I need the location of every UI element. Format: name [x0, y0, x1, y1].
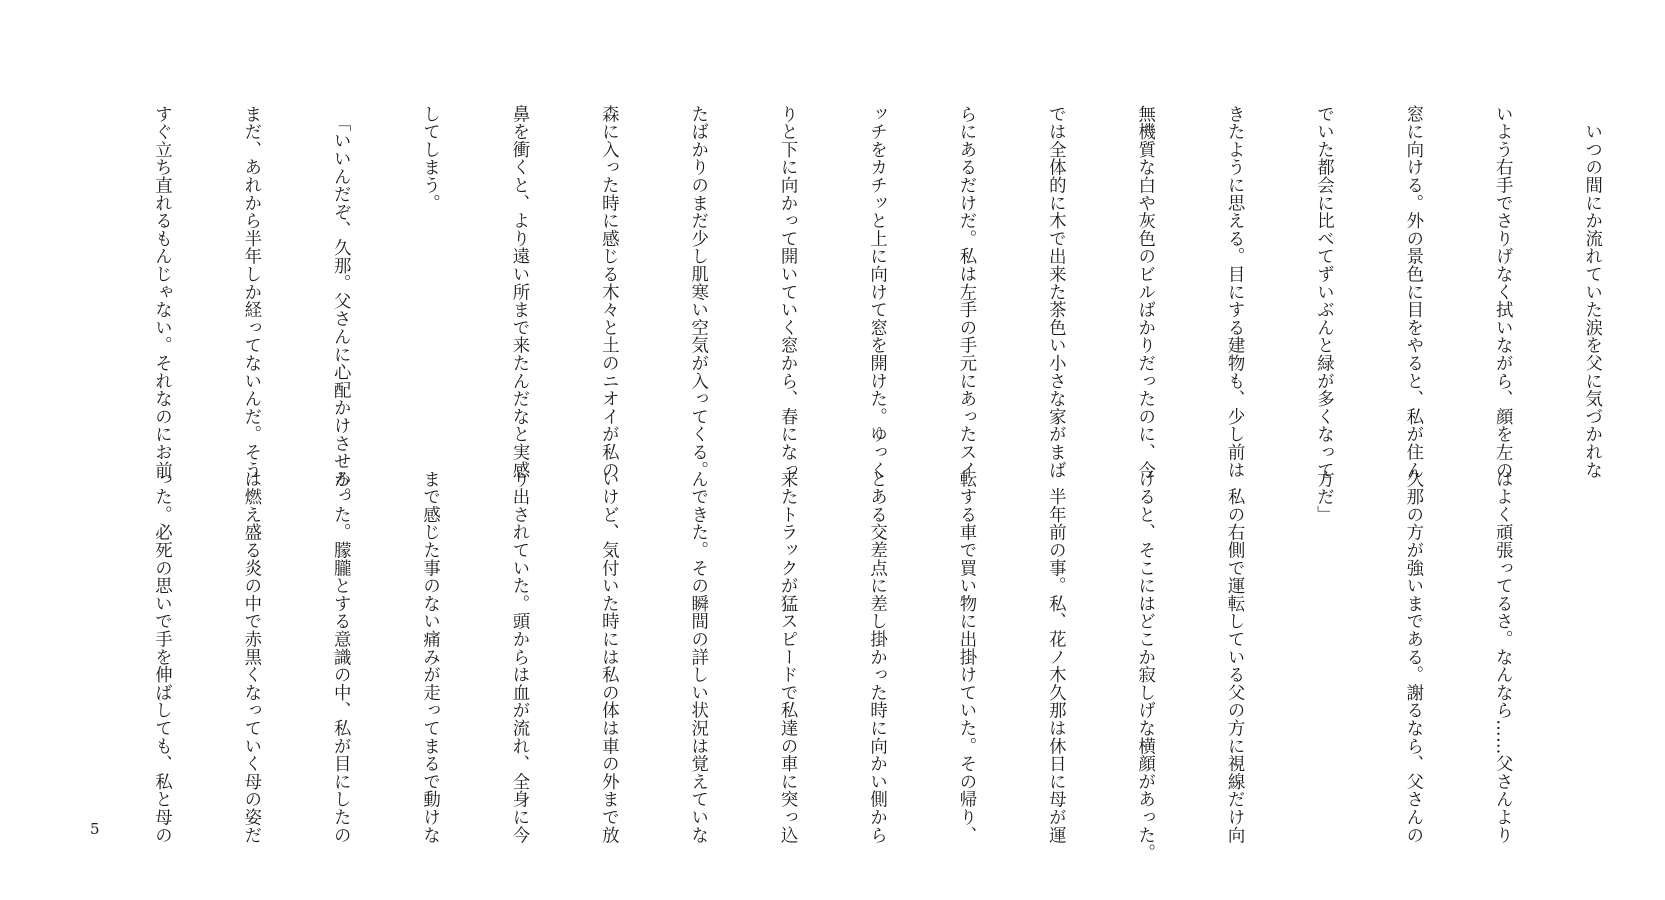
text-line: はよく頑張ってるさ。なんなら……父さんより	[1492, 470, 1513, 844]
text-line: 半年前の事。私、花ノ木久那は休日に母が運	[1045, 470, 1066, 844]
text-line: いけど、気付いた時には私の体は車の外まで放	[598, 470, 619, 844]
text-line: ッチをカチッと上に向けて窓を開けた。ゆっく	[866, 105, 887, 479]
text-line: り出されていた。頭からは血が流れ、全身に今	[508, 470, 529, 844]
page-number: 5	[90, 820, 100, 838]
text-line: けると、そこにはどこか寂しげな横顔があった。	[1134, 470, 1155, 862]
text-block-lower	[86, 470, 1576, 862]
text-line: たばかりのまだ少し肌寒い空気が入ってくる。	[687, 105, 708, 479]
text-line: いよう右手でさりげなく拭いながら、顔を左の	[1492, 105, 1513, 479]
text-line: とある交差点に差し掛かった時に向かい側から	[866, 470, 887, 844]
text-line: りと下に向かって開いていく窓から、春になっ	[777, 105, 798, 479]
text-line: 鼻を衝くと、より遠い所まで来たんだなと実感	[508, 105, 529, 479]
text-line: んできた。その瞬間の詳しい状況は覚えていな	[687, 470, 708, 844]
text-line: は燃え盛る炎の中で赤黒くなっていく母の姿だ	[240, 470, 261, 844]
text-line: いつの間にか流れていた涙を父に気づかれな	[1581, 105, 1602, 479]
text-line: 久那の方が強いまである。謝るなら、父さんの	[1402, 470, 1423, 844]
text-line: 方だ」	[1313, 470, 1334, 524]
text-line: でいた都会に比べてずいぶんと緑が多くなって	[1313, 105, 1334, 479]
text-line: では全体的に木で出来た茶色い小さな家がまば	[1045, 105, 1066, 479]
text-line: まだ、あれから半年しか経ってないんだ。そう	[240, 105, 261, 479]
text-line: してしまう。	[419, 105, 440, 212]
text-line: った。必死の思いで手を伸ばしても、私と母の	[151, 470, 172, 844]
text-line: 私の右側で運転している父の方に視線だけ向	[1224, 470, 1245, 844]
text-line: 森に入った時に感じる木々と土のニオイが私の	[598, 105, 619, 479]
text-line: すぐ立ち直れるもんじゃない。それなのにお前	[151, 105, 172, 479]
text-line: かった。朦朧とする意識の中、私が目にしたの	[330, 470, 351, 844]
text-line: 来たトラックが猛スピードで私達の車に突っ込	[777, 470, 798, 844]
text-line: 無機質な白や灰色のビルばかりだったのに、今	[1134, 105, 1155, 479]
text-line: まで感じた事のない痛みが走ってまるで動けな	[419, 470, 440, 844]
text-line: 転する車で買い物に出掛けていた。その帰り、	[955, 470, 976, 844]
text-line: 「いいんだぞ、久那。父さんに心配かけさせろ。	[330, 105, 351, 506]
text-line: 窓に向ける。外の景色に目をやると、私が住ん	[1402, 105, 1423, 479]
text-line: らにあるだけだ。私は左手の手元にあったスイ	[955, 105, 976, 479]
text-line: きたように思える。目にする建物も、少し前は	[1224, 105, 1245, 479]
